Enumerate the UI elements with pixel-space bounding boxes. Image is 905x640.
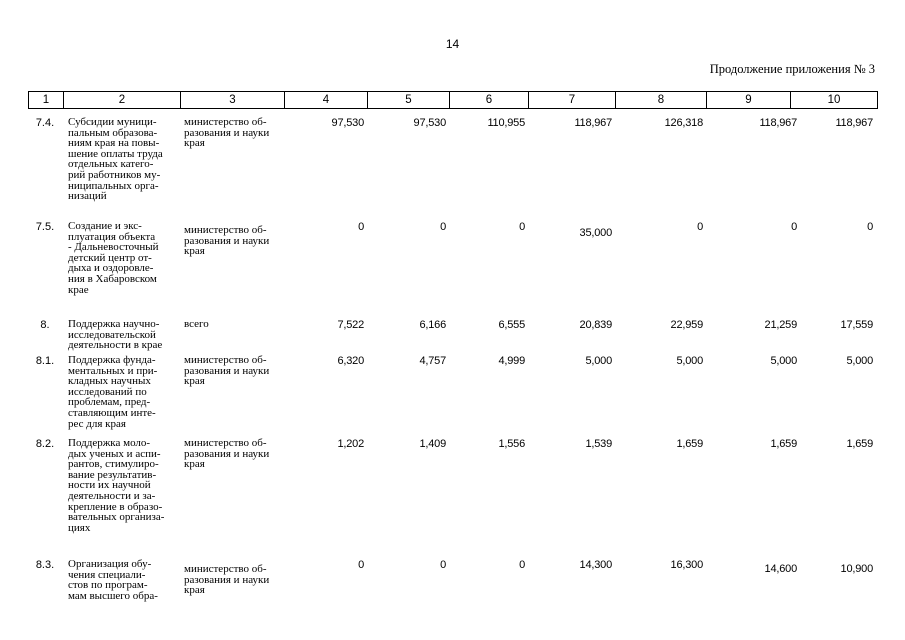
value-col-7: 35,000	[579, 227, 612, 239]
value-col-6: 0	[519, 221, 525, 233]
row-name-line: Создание и экс-	[68, 220, 142, 232]
row-name-line: крепление в образо-	[68, 500, 163, 513]
header-col-8: 8	[615, 92, 706, 108]
row-name-line: ставляющим инте-	[68, 406, 156, 419]
value-col-10: 5,000	[846, 355, 873, 367]
row-executor-line: всего	[184, 318, 209, 330]
row-name	[68, 559, 180, 601]
value-col-8: 22,959	[670, 319, 703, 331]
value-col-9: 14,600	[764, 563, 797, 575]
row-executor-line: разования и науки	[184, 126, 270, 139]
row-executor	[184, 438, 284, 470]
value-col-4: 7,522	[337, 319, 364, 331]
value-col-6: 110,955	[487, 117, 525, 129]
row-name-line: ниям края на повы-	[68, 137, 160, 150]
row-number: 7.5.	[35, 221, 55, 233]
row-number: 8.2.	[35, 438, 55, 450]
row-name	[68, 355, 180, 429]
row-name	[68, 319, 180, 351]
row-name-line: рий работников му-	[68, 168, 161, 181]
value-col-9: 21,259	[764, 319, 797, 331]
row-name	[68, 117, 180, 202]
value-col-5: 97,530	[413, 117, 446, 129]
row-executor-line: края	[184, 458, 205, 471]
value-col-6: 0	[519, 559, 525, 571]
value-col-6: 4,999	[498, 355, 525, 367]
row-name-line: крае	[68, 283, 89, 296]
row-name-line: ниципальных орга-	[68, 179, 159, 192]
value-col-7: 1,539	[585, 438, 612, 450]
value-col-8: 16,300	[670, 559, 703, 571]
value-col-5: 0	[440, 559, 446, 571]
row-name-line: плуатация объекта	[68, 230, 156, 243]
row-name-line: пальным образова-	[68, 126, 158, 139]
value-col-10: 1,659	[846, 438, 873, 450]
header-col-6: 6	[449, 92, 528, 108]
row-name-line: кладных научных	[68, 375, 151, 388]
row-number: 8.1.	[35, 355, 55, 367]
row-name-line: детский центр от-	[68, 251, 152, 264]
value-col-5: 4,757	[419, 355, 446, 367]
row-name-line: дых ученых и аспи-	[68, 447, 161, 460]
row-executor-line: разования и науки	[184, 573, 270, 586]
value-col-9: 5,000	[770, 355, 797, 367]
row-number: 8.	[40, 319, 50, 331]
value-col-5: 6,166	[419, 319, 446, 331]
value-col-4: 0	[358, 559, 364, 571]
row-name-line: Поддержка фунда-	[68, 354, 156, 366]
value-col-10: 118,967	[835, 117, 873, 129]
value-col-9: 118,967	[759, 117, 797, 129]
header-col-5: 5	[367, 92, 449, 108]
value-col-10: 10,900	[840, 563, 873, 575]
row-name-line: Поддержка научно-	[68, 318, 160, 330]
row-name-line: ментальных и при-	[68, 364, 158, 377]
row-name-line: отдельных катего-	[68, 158, 154, 171]
row-name-line: рес для края	[68, 417, 126, 430]
row-name-line: - Дальневосточный	[68, 241, 159, 254]
row-name-line: деятельности в крае	[68, 339, 163, 352]
header-col-2: 2	[63, 92, 180, 108]
value-col-8: 126,318	[664, 117, 703, 129]
row-executor-line: разования и науки	[184, 447, 270, 460]
row-executor-line: разования и науки	[184, 364, 270, 377]
value-col-10: 17,559	[840, 319, 873, 331]
header-col-1: 1	[42, 94, 50, 106]
row-name-line: Организация обу-	[68, 558, 152, 570]
row-executor-line: края	[184, 584, 205, 597]
value-col-4: 97,530	[331, 117, 364, 129]
continuation-label: Продолжение приложения № 3	[709, 62, 875, 76]
row-name	[68, 438, 180, 533]
row-executor-line: министерство об-	[184, 354, 267, 366]
row-executor-line: министерство об-	[184, 563, 267, 575]
row-executor-line: края	[184, 375, 205, 388]
row-name-line: чения специали-	[68, 568, 146, 581]
table-header	[28, 91, 878, 109]
row-name-line: исследований по	[68, 385, 147, 398]
header-col-9: 9	[706, 92, 790, 108]
row-name-line: исследовательской	[68, 328, 156, 341]
value-col-7: 118,967	[574, 117, 612, 129]
row-name-line: шение оплаты труда	[68, 147, 163, 160]
row-name-line: рантов, стимулиро-	[68, 458, 159, 471]
row-name-line: дыха и оздоровле-	[68, 262, 154, 275]
row-name-line: вание результатив-	[68, 468, 157, 481]
row-name-line: ности их научной	[68, 479, 151, 492]
value-col-10: 0	[867, 221, 873, 233]
value-col-7: 5,000	[585, 355, 612, 367]
row-name-line: деятельности и за-	[68, 489, 156, 502]
row-name-line: циях	[68, 521, 91, 534]
row-name-line: низаций	[68, 190, 107, 203]
row-name	[68, 221, 180, 295]
value-col-4: 1,202	[337, 438, 364, 450]
value-col-8: 0	[697, 221, 703, 233]
value-col-8: 1,659	[676, 438, 703, 450]
header-col-7: 7	[528, 92, 615, 108]
header-col-3: 3	[180, 92, 284, 108]
header-col-4: 4	[284, 92, 367, 108]
row-executor-line: края	[184, 137, 205, 150]
value-col-4: 6,320	[337, 355, 364, 367]
value-col-7: 14,300	[579, 559, 612, 571]
row-name-line: проблемам, пред-	[68, 396, 151, 409]
header-col-10: 10	[790, 92, 877, 108]
value-col-8: 5,000	[676, 355, 703, 367]
row-executor-line: министерство об-	[184, 437, 267, 449]
row-name-line: ния в Хабаровском	[68, 272, 157, 285]
value-col-9: 0	[791, 221, 797, 233]
row-executor	[184, 355, 284, 387]
row-executor-line: разования и науки	[184, 234, 270, 247]
row-executor-line: края	[184, 245, 205, 258]
row-executor	[184, 117, 284, 149]
value-col-7: 20,839	[579, 319, 612, 331]
value-col-5: 1,409	[419, 438, 446, 450]
value-col-4: 0	[358, 221, 364, 233]
page-number: 14	[445, 37, 460, 51]
row-executor	[184, 225, 284, 257]
row-name-line: вательных организа-	[68, 511, 165, 524]
value-col-9: 1,659	[770, 438, 797, 450]
row-executor-line: министерство об-	[184, 116, 267, 128]
row-executor-line: министерство об-	[184, 224, 267, 236]
row-name-line: Субсидии муници-	[68, 116, 157, 128]
row-name-line: Поддержка моло-	[68, 437, 151, 449]
row-executor	[184, 564, 284, 596]
row-name-line: мам высшего обра-	[68, 589, 158, 602]
row-name-line: стов по програм-	[68, 579, 148, 592]
value-col-6: 1,556	[498, 438, 525, 450]
value-col-5: 0	[440, 221, 446, 233]
value-col-6: 6,555	[498, 319, 525, 331]
row-number: 7.4.	[35, 117, 55, 129]
row-number: 8.3.	[35, 559, 55, 571]
row-executor	[184, 319, 284, 330]
